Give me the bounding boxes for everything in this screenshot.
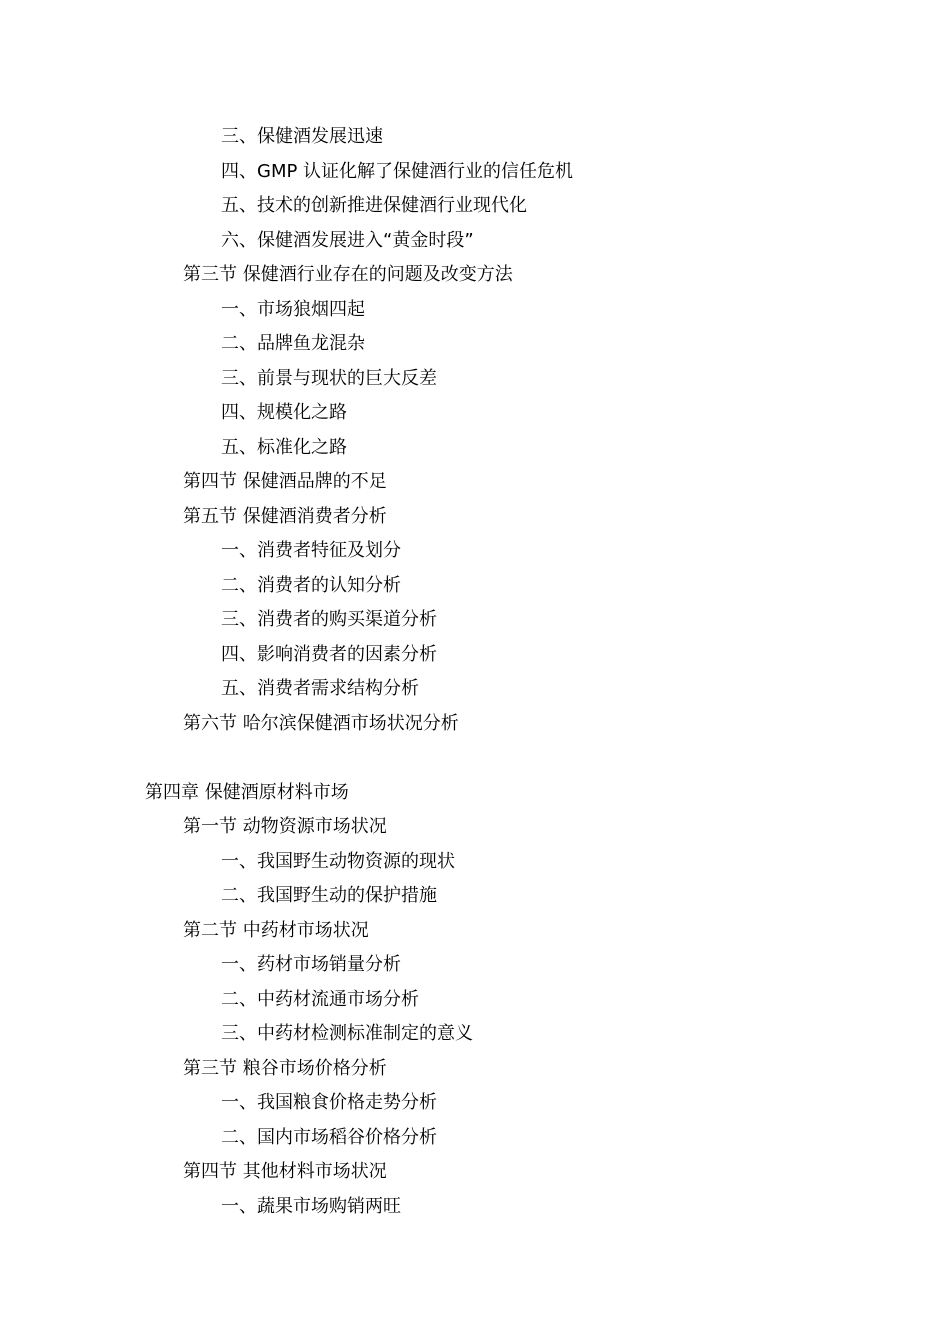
- toc-entry: 三、前景与现状的巨大反差: [221, 367, 437, 389]
- toc-section-heading: 第三节 保健酒行业存在的问题及改变方法: [183, 264, 513, 285]
- toc-section-heading: 第四节 其他材料市场状况: [183, 1161, 387, 1182]
- toc-block-1: [0, 120, 950, 741]
- toc-section-heading: 第一节 动物资源市场状况: [183, 816, 387, 837]
- toc-entry: 三、保健酒发展迅速: [221, 126, 383, 147]
- toc-entry: 六、保健酒发展进入“黄金时段”: [221, 229, 474, 251]
- toc-entry: 二、国内市场稻谷价格分析: [221, 1126, 437, 1148]
- toc-entry: 五、标准化之路: [221, 436, 347, 458]
- toc-entry: 四、GMP 认证化解了保健酒行业的信任危机: [221, 160, 574, 182]
- toc-entry: 五、技术的创新推进保健酒行业现代化: [221, 195, 527, 216]
- toc-section-heading: 第四节 保健酒品牌的不足: [183, 471, 387, 492]
- toc-section-heading: 第二节 中药材市场状况: [183, 919, 369, 941]
- toc-entry: 四、影响消费者的因素分析: [221, 643, 437, 665]
- toc-entry: 二、我国野生动的保护措施: [221, 885, 437, 906]
- toc-entry: 二、中药材流通市场分析: [221, 988, 419, 1010]
- toc-section-heading: 第五节 保健酒消费者分析: [183, 505, 387, 527]
- toc-entry: 一、市场狼烟四起: [221, 298, 365, 320]
- toc-chapter-heading: 第四章 保健酒原材料市场: [145, 781, 349, 803]
- toc-entry: 二、品牌鱼龙混杂: [221, 333, 365, 354]
- toc-entry: 一、药材市场销量分析: [221, 954, 401, 975]
- toc-entry: 三、中药材检测标准制定的意义: [221, 1023, 473, 1044]
- toc-entry: 一、我国野生动物资源的现状: [221, 850, 455, 872]
- toc-entry: 一、我国粮食价格走势分析: [221, 1092, 437, 1113]
- toc-entry: 一、蔬果市场购销两旺: [221, 1195, 401, 1217]
- toc-entry: 四、规模化之路: [221, 402, 347, 423]
- toc-entry: 五、消费者需求结构分析: [221, 678, 419, 699]
- toc-section-heading: 第三节 粮谷市场价格分析: [183, 1057, 387, 1079]
- toc-entry: 三、消费者的购买渠道分析: [221, 609, 437, 630]
- table-of-contents: [0, 120, 950, 1224]
- chapter-spacer: [0, 741, 950, 776]
- toc-entry: 二、消费者的认知分析: [221, 574, 401, 596]
- toc-entry: 一、消费者特征及划分: [221, 540, 401, 561]
- toc-block-2: [0, 776, 950, 1225]
- toc-section-heading: 第六节 哈尔滨保健酒市场状况分析: [183, 712, 459, 734]
